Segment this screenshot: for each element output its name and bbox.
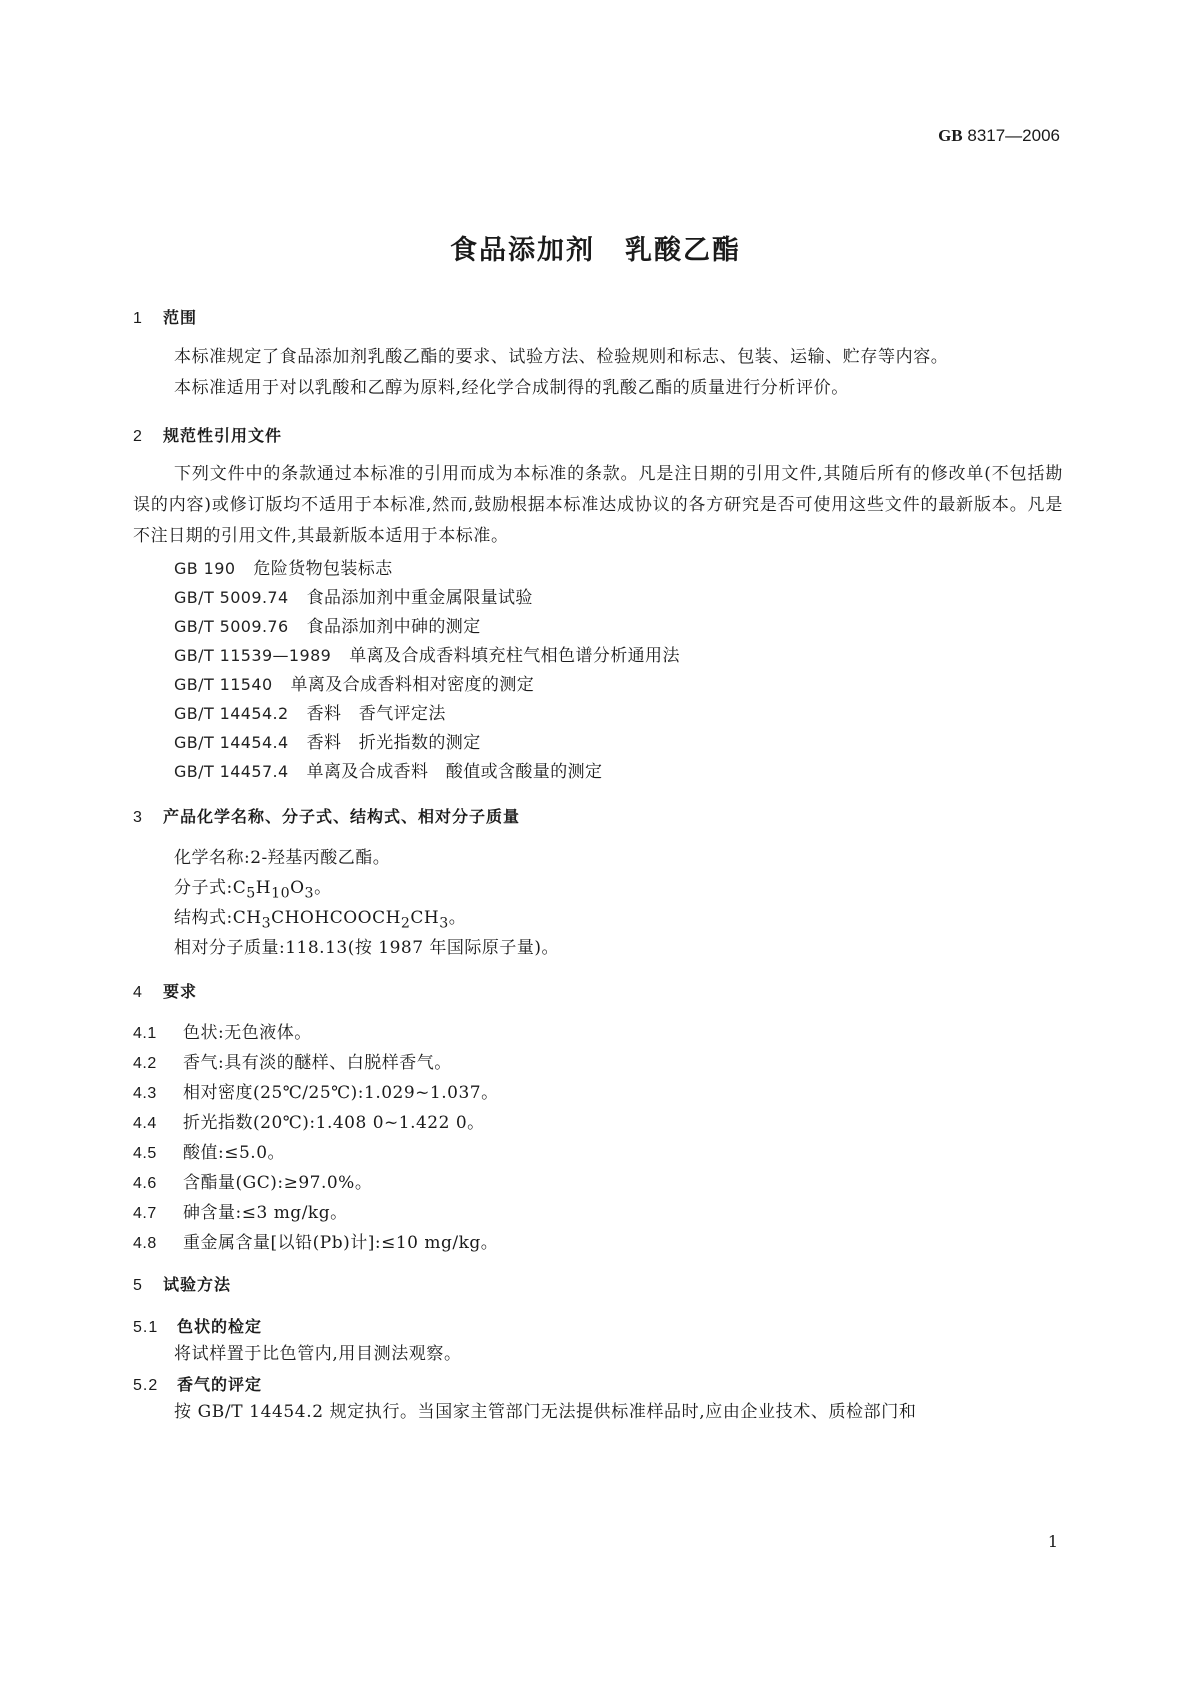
requirement-text: 砷含量:≤3 mg/kg。 <box>183 1203 348 1223</box>
subsection-5-1-heading <box>133 1314 262 1337</box>
reference-title: 单离及合成香料 酸值或含酸量的测定 <box>306 762 603 782</box>
struct-group: CH <box>410 908 440 928</box>
subsection-5-1-text: 将试样置于比色管内,用目测法观察。 <box>174 1344 462 1364</box>
chemical-name: 化学名称:2-羟基丙酸乙酯。 <box>174 848 391 868</box>
struct-label: 结构式: <box>174 908 233 928</box>
reference-item <box>174 670 534 695</box>
struct-subscript: 2 <box>400 915 411 932</box>
requirement-item <box>133 1048 452 1073</box>
section-3-heading <box>133 804 520 827</box>
reference-title: 食品添加剂中重金属限量试验 <box>306 588 533 608</box>
reference-code: GB 190 <box>174 559 236 578</box>
reference-code: GB/T 14454.2 <box>174 704 289 723</box>
requirement-number: 4.4 <box>133 1115 157 1132</box>
title-part-2: 乳酸乙酯 <box>625 235 741 266</box>
standard-prefix: GB <box>938 126 963 145</box>
formula-subscript: 10 <box>271 885 291 902</box>
reference-title: 香料 香气评定法 <box>306 704 446 724</box>
reference-item <box>174 612 481 637</box>
title-part-1: 食品添加剂 <box>450 235 595 266</box>
requirement-number: 4.7 <box>133 1205 157 1222</box>
struct-group: CHOHCOOCH <box>271 908 401 928</box>
section-number: 2 <box>133 428 143 445</box>
requirement-number: 4.8 <box>133 1235 157 1252</box>
reference-code: GB/T 14454.4 <box>174 733 289 752</box>
formula-element: C <box>232 878 247 898</box>
requirement-item <box>133 1108 485 1133</box>
requirement-item <box>133 1018 312 1043</box>
reference-title: 危险货物包装标志 <box>253 559 393 579</box>
reference-title: 香料 折光指数的测定 <box>306 733 481 753</box>
section-title: 产品化学名称、分子式、结构式、相对分子质量 <box>163 807 521 826</box>
requirement-item <box>133 1168 372 1193</box>
reference-code: GB/T 11540 <box>174 675 273 694</box>
requirement-text: 含酯量(GC):≥97.0%。 <box>183 1173 373 1193</box>
section-5-heading <box>133 1272 231 1295</box>
formula-label: 分子式: <box>174 878 233 898</box>
reference-item <box>174 583 533 608</box>
requirement-number: 4.5 <box>133 1145 157 1162</box>
requirement-number: 4.1 <box>133 1025 157 1042</box>
reference-code: GB/T 5009.74 <box>174 588 289 607</box>
requirement-number: 4.3 <box>133 1085 157 1102</box>
requirement-item <box>133 1078 499 1103</box>
reference-item <box>174 728 481 753</box>
reference-code: GB/T 14457.4 <box>174 762 289 781</box>
page-number: 1 <box>1047 1532 1058 1551</box>
section-title: 试验方法 <box>163 1275 232 1294</box>
section-number: 1 <box>133 310 143 327</box>
requirement-item <box>133 1198 348 1223</box>
subsection-number: 5.1 <box>133 1319 159 1336</box>
reference-title: 食品添加剂中砷的测定 <box>306 617 481 637</box>
section-1-paragraph-2: 本标准适用于对以乳酸和乙醇为原料,经化学合成制得的乳酸乙酯的质量进行分析评价。 <box>174 378 849 398</box>
section-number: 3 <box>133 809 143 826</box>
section-title: 规范性引用文件 <box>163 426 283 445</box>
structural-formula <box>174 903 466 931</box>
struct-subscript: 3 <box>439 915 449 932</box>
subsection-5-2-text: 按 GB/T 14454.2 规定执行。当国家主管部门无法提供标准样品时,应由企业技术、质检部门和 <box>174 1402 917 1422</box>
document-title <box>0 228 1191 267</box>
reference-item <box>174 641 680 666</box>
formula-end: 。 <box>314 878 332 898</box>
requirement-text: 重金属含量[以铅(Pb)计]:≤10 mg/kg。 <box>183 1233 499 1253</box>
formula-subscript: 3 <box>304 885 315 902</box>
requirement-item <box>133 1228 498 1253</box>
reference-code: GB/T 11539—1989 <box>174 646 332 665</box>
standard-code: 8317—2006 <box>967 126 1060 145</box>
section-1-paragraph-1: 本标准规定了食品添加剂乳酸乙酯的要求、试验方法、检验规则和标志、包装、运输、贮存等内容。 <box>174 347 949 367</box>
molecular-mass: 相对分子质量:118.13(按 1987 年国际原子量)。 <box>174 938 560 958</box>
section-number: 5 <box>133 1277 143 1294</box>
requirement-item <box>133 1138 285 1163</box>
subsection-5-2-heading <box>133 1372 262 1395</box>
section-2-heading <box>133 423 282 446</box>
section-title: 要求 <box>163 982 198 1001</box>
subsection-title: 香气的评定 <box>177 1375 263 1394</box>
subsection-number: 5.2 <box>133 1377 159 1394</box>
molecular-formula <box>174 873 332 901</box>
subsection-title: 色状的检定 <box>177 1317 263 1336</box>
requirement-text: 相对密度(25℃/25℃):1.029~1.037。 <box>183 1083 499 1103</box>
reference-code: GB/T 5009.76 <box>174 617 289 636</box>
struct-group: CH <box>232 908 262 928</box>
section-4-heading <box>133 979 197 1002</box>
formula-element: O <box>290 878 305 898</box>
reference-item <box>174 757 602 782</box>
reference-item <box>174 699 446 724</box>
struct-end: 。 <box>448 908 467 928</box>
requirement-text: 酸值:≤5.0。 <box>183 1143 286 1163</box>
standard-number <box>938 126 1060 146</box>
formula-element: H <box>255 878 272 898</box>
requirement-number: 4.6 <box>133 1175 157 1192</box>
section-1-heading <box>133 305 197 328</box>
requirement-text: 香气:具有淡的醚样、白脱样香气。 <box>183 1053 452 1073</box>
section-title: 范围 <box>163 308 198 327</box>
requirement-text: 折光指数(20℃):1.408 0~1.422 0。 <box>183 1113 485 1133</box>
section-number: 4 <box>133 984 143 1001</box>
reference-title: 单离及合成香料填充柱气相色谱分析通用法 <box>349 646 680 666</box>
formula-subscript: 5 <box>246 885 256 902</box>
reference-title: 单离及合成香料相对密度的测定 <box>290 675 535 695</box>
requirement-number: 4.2 <box>133 1055 157 1072</box>
struct-subscript: 3 <box>261 915 272 932</box>
section-2-paragraph: 下列文件中的条款通过本标准的引用而成为本标准的条款。凡是注日期的引用文件,其随后所有的修改单(不包括勘误的内容)或修订版均不适用于本标准,然而,鼓励根据本标准达成协议的各方研究是否可使用这些文件的最新版本。凡是不注日期的引用文件,其最新版本适用于本标准。 <box>133 464 1063 546</box>
requirement-text: 色状:无色液体。 <box>183 1023 312 1043</box>
reference-item <box>174 554 393 579</box>
